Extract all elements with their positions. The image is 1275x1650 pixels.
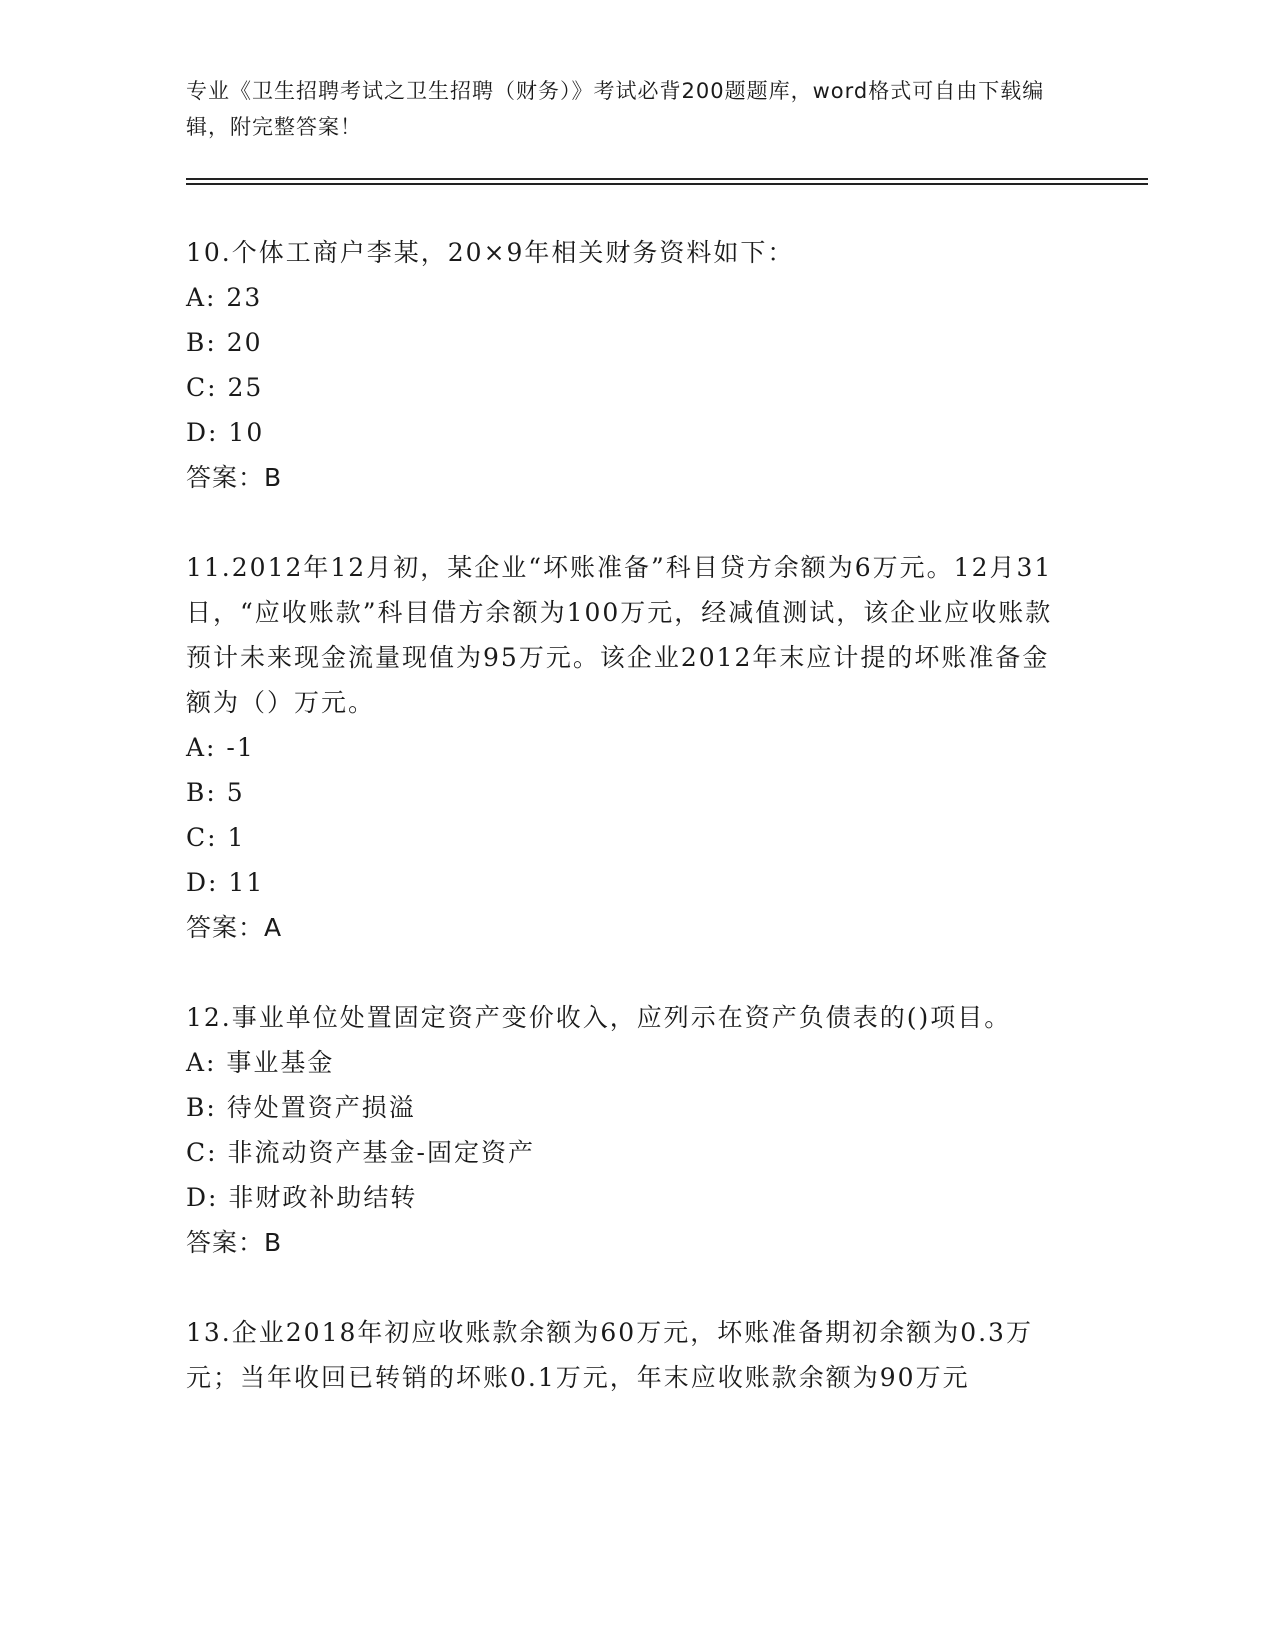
question-text: 13.企业2018年初应收账款余额为60万元，坏账准备期初余额为0.3万元；当年收回已转销的坏账0.1万元，年末应收账款余额为90万元	[186, 1318, 1033, 1392]
option-b: B: 20	[186, 328, 263, 357]
answer-line: 答案：A	[186, 913, 283, 942]
question-text: 12.事业单位处置固定资产变价收入，应列示在资产负债表的()项目。	[186, 1003, 1012, 1032]
header-divider-bottom	[186, 183, 1148, 185]
option-b: B: 5	[186, 778, 245, 807]
option-b: B: 待处置资产损溢	[186, 1093, 416, 1122]
answer-line: 答案：B	[186, 463, 283, 492]
option-c: C: 非流动资产基金-固定资产	[186, 1138, 535, 1167]
document-header: 专业《卫生招聘考试之卫生招聘（财务）》考试必背200题题库，word格式可自由下载编辑，附完整答案！	[186, 79, 1045, 139]
option-a: A: 事业基金	[186, 1048, 335, 1077]
option-d: D: 11	[186, 868, 265, 897]
option-d: D: 10	[186, 418, 265, 447]
question-list	[186, 230, 1076, 1445]
question-13	[186, 1310, 1076, 1400]
answer-line: 答案：B	[186, 1228, 283, 1257]
question-11	[186, 545, 1076, 950]
option-a: A: 23	[186, 283, 263, 312]
question-12	[186, 995, 1076, 1265]
question-10	[186, 230, 1076, 500]
question-text: 10.个体工商户李某，20×9年相关财务资料如下：	[186, 238, 795, 267]
option-c: C: 25	[186, 373, 264, 402]
option-c: C: 1	[186, 823, 246, 852]
header-divider-top	[186, 178, 1148, 180]
option-a: A: -1	[186, 733, 255, 762]
question-text: 11.2012年12月初，某企业“坏账准备”科目贷方余额为6万元。12月31日，“应收账款”科目借方余额为100万元，经减值测试，该企业应收账款预计未来现金流量现值为95万元。该企业2012年末应计提的坏账准备金额为（）万元。	[186, 553, 1053, 717]
option-d: D: 非财政补助结转	[186, 1183, 418, 1212]
